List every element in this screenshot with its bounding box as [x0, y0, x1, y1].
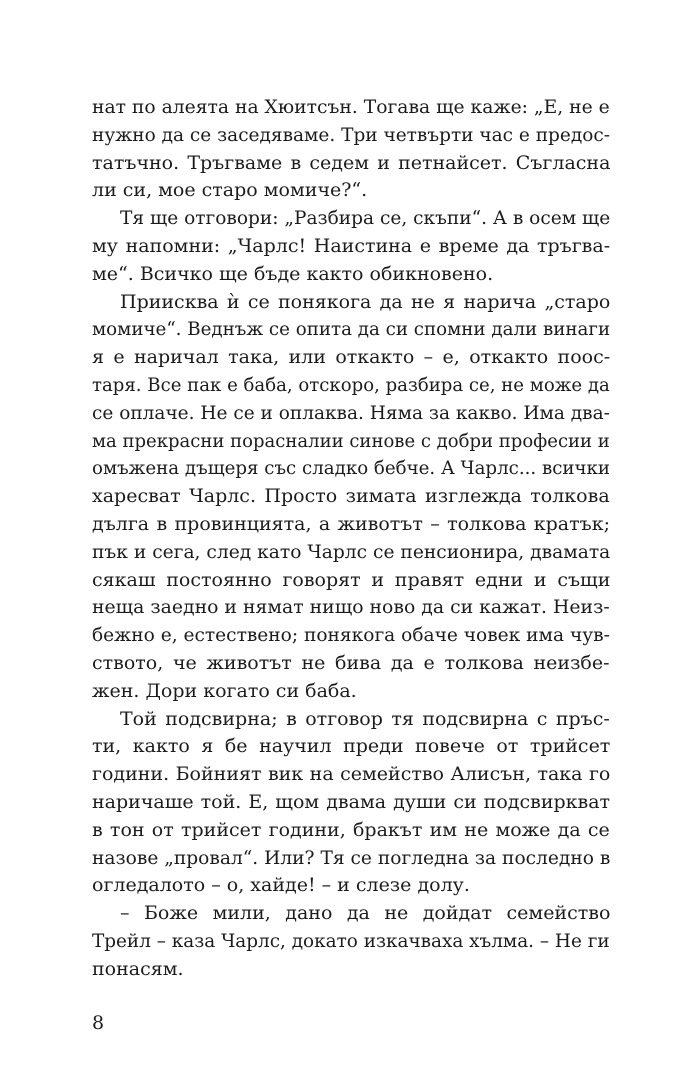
- text-line: момиче“. Веднъж се опита да си спомни дали винаги: [92, 318, 611, 341]
- text-line: ството, че животът не бива да е толкова неизбе-: [92, 652, 610, 674]
- text-line: омъжена дъщеря със сладко бебче. А Чарлс... всички: [92, 457, 611, 480]
- text-line: неща заедно и нямат нищо ново да си кажат. Неиз-: [92, 596, 610, 619]
- text-line: години. Бойният вик на семейство Алисън, така го: [92, 763, 611, 786]
- text-line: Приисква ѝ се понякога да не я нарича „старо: [120, 290, 611, 313]
- text-line: ли си, мое старо момиче?“.: [92, 179, 368, 202]
- text-line: му напомни: „Чарлс! Наистина е време да тръгва-: [92, 235, 611, 257]
- text-line: жен. Дори когато си баба.: [92, 679, 357, 702]
- text-line: таря. Все пак е баба, отскоро, разбира се, не може да: [92, 374, 610, 396]
- page-number: 8: [92, 1012, 105, 1034]
- text-line: ма прекрасни порасналии синове с добри професии и: [92, 429, 610, 452]
- text-line: в тон от трийсет години, бракът им не може да се: [92, 818, 610, 841]
- text-line: Трейл – каза Чарлс, докато изкачваха хълма. – Не ги: [92, 930, 610, 952]
- text-line: харесват Чарлс. Просто зимата изглежда толкова: [92, 485, 610, 508]
- text-line: огледалото – о, хайде! – и слезе долу.: [92, 874, 470, 897]
- text-line: татъчно. Тръгваме в седем и петнайсет. Съгласна: [92, 151, 611, 174]
- text-line: ти, както я бе научил преди повече от трийсет: [92, 735, 611, 758]
- text-line: Тя ще отговори: „Разбира се, скъпи“. А в осем ще: [120, 207, 611, 230]
- text-line: ме“. Всичко ще бъде както обикновено.: [92, 262, 494, 285]
- text-line: назове „провал“. Или? Тя се погледна за последно в: [92, 846, 611, 869]
- text-line: пък и сега, след като Чарлс се пенсионира, двамата: [92, 540, 611, 563]
- text-line: дълга в провинцията, а животът – толкова кратък;: [92, 513, 610, 535]
- text-line: я е наричал така, или откакто – е, откакто поос-: [92, 346, 611, 369]
- text-line: – Боже мили, дано да не дойдат семейство: [120, 902, 611, 925]
- text-line: нат по алеята на Хюитсън. Тогава ще каже: „Е, не е: [92, 96, 610, 118]
- text-line: бежно е, естествено; понякога обаче човек има чув-: [92, 624, 610, 647]
- text-line: се оплаче. Не се и оплаква. Няма за какво. Има два-: [92, 401, 610, 424]
- text-line: Той подсвирна; в отговор тя подсвирна с пръс-: [120, 707, 610, 730]
- text-line: наричаше той. Е, щом двама души си подсвиркват: [92, 791, 611, 813]
- text-line: сякаш постоянно говорят и правят едни и същи: [92, 568, 611, 591]
- text-line: нужно да се заседяваме. Три четвърти час е предос-: [92, 123, 610, 146]
- text-line: понасям.: [92, 957, 184, 980]
